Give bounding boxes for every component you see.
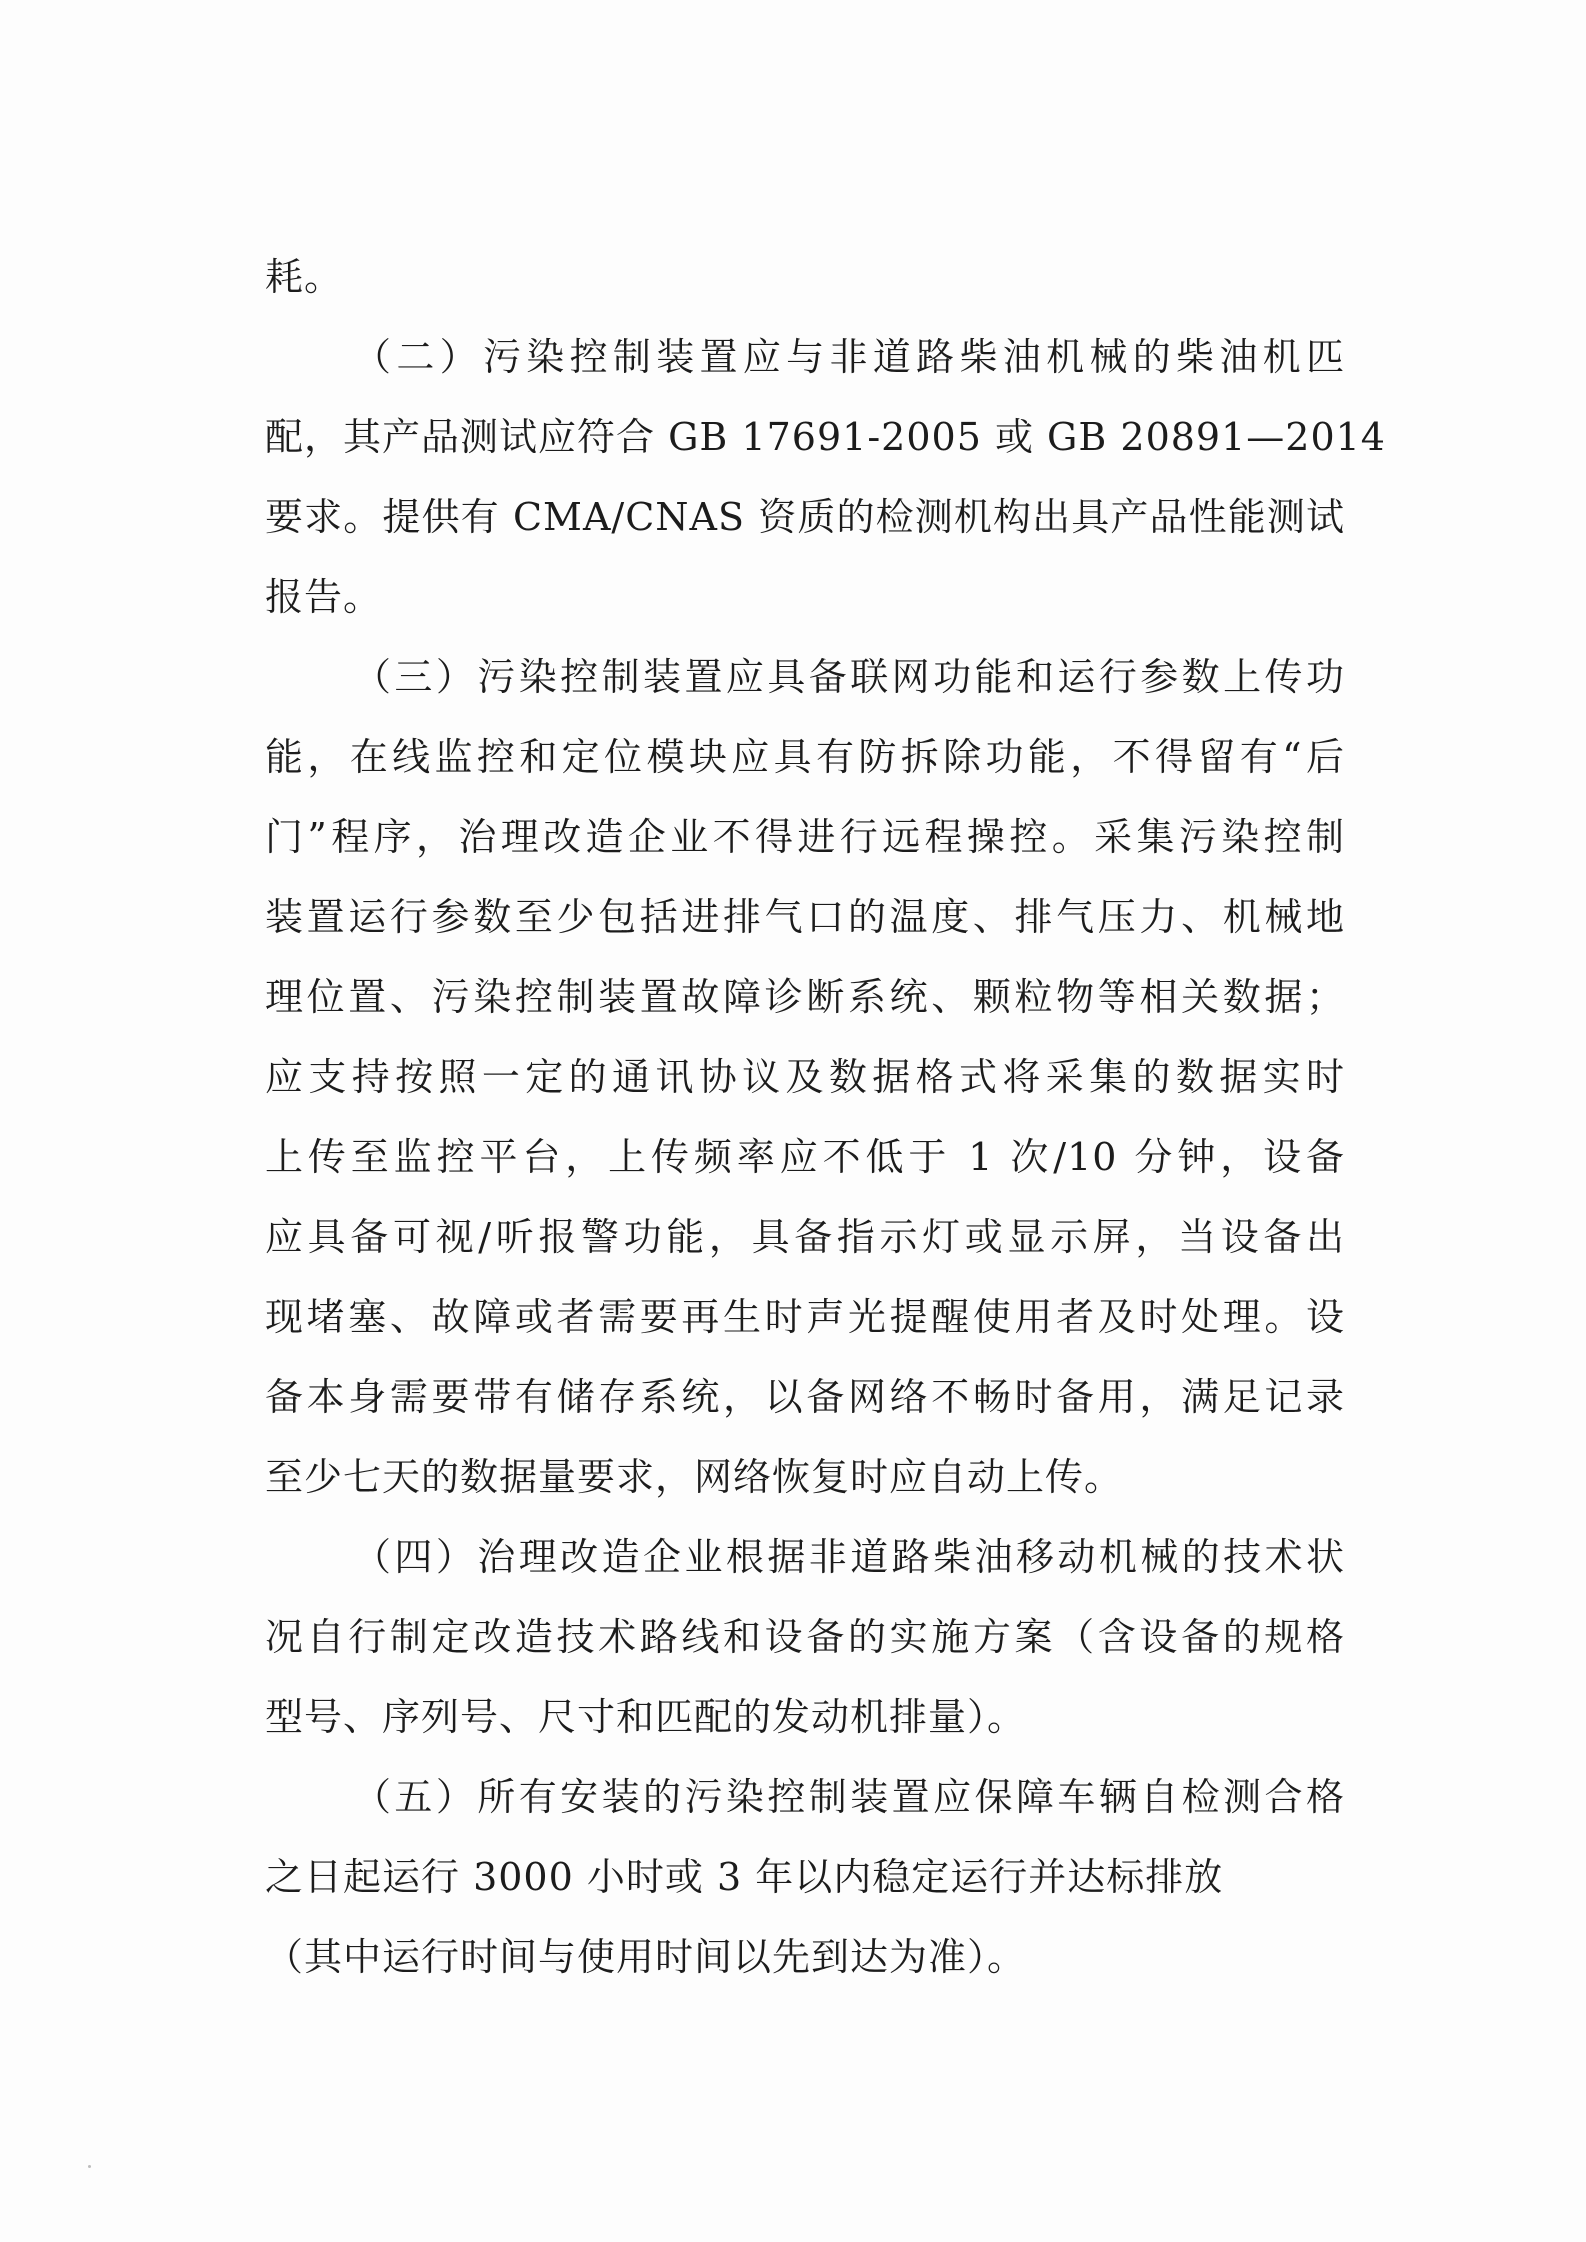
text-line: 型号、序列号、尺寸和匹配的发动机排量）。	[265, 1695, 1027, 1739]
text-line: 耗。	[265, 255, 344, 299]
paragraph-2-heading-line: （二）污染控制装置应与非道路柴油机械的柴油机匹	[353, 335, 1345, 379]
text-line: 之日起运行 3000 小时或 3 年以内稳定运行并达标排放	[265, 1855, 1224, 1899]
text-line: 配，其产品测试应符合 GB 17691-2005 或 GB 20891—2014	[265, 415, 1386, 459]
text-line: 况自行制定改造技术路线和设备的实施方案（含设备的规格	[265, 1615, 1345, 1659]
text-line: （其中运行时间与使用时间以先到达为准）。	[265, 1935, 1027, 1979]
scan-speck	[88, 2165, 91, 2168]
paragraph-5-heading-line: （五）所有安装的污染控制装置应保障车辆自检测合格	[353, 1775, 1345, 1819]
text-line: 至少七天的数据量要求，网络恢复时应自动上传。	[265, 1455, 1124, 1499]
text-line: 上传至监控平台，上传频率应不低于 1 次/10 分钟，设备	[265, 1135, 1345, 1179]
text-line: 装置运行参数至少包括进排气口的温度、排气压力、机械地	[265, 895, 1345, 939]
text-line: 要求。提供有 CMA/CNAS 资质的检测机构出具产品性能测试	[265, 495, 1345, 539]
text-line: 理位置、污染控制装置故障诊断系统、颗粒物等相关数据；	[265, 975, 1345, 1019]
text-line: 报告。	[265, 575, 383, 619]
text-line: 现堵塞、故障或者需要再生时声光提醒使用者及时处理。设	[265, 1295, 1345, 1339]
text-line: 备本身需要带有储存系统，以备网络不畅时备用，满足记录	[265, 1375, 1345, 1419]
text-line: 门”程序，治理改造企业不得进行远程操控。采集污染控制	[265, 815, 1345, 859]
paragraph-4-heading-line: （四）治理改造企业根据非道路柴油移动机械的技术状	[353, 1535, 1345, 1579]
text-line: 应支持按照一定的通讯协议及数据格式将采集的数据实时	[265, 1055, 1345, 1099]
text-line: 应具备可视/听报警功能，具备指示灯或显示屏，当设备出	[265, 1215, 1345, 1259]
paragraph-3-heading-line: （三）污染控制装置应具备联网功能和运行参数上传功	[353, 655, 1345, 699]
text-line: 能，在线监控和定位模块应具有防拆除功能，不得留有“后	[265, 735, 1345, 779]
